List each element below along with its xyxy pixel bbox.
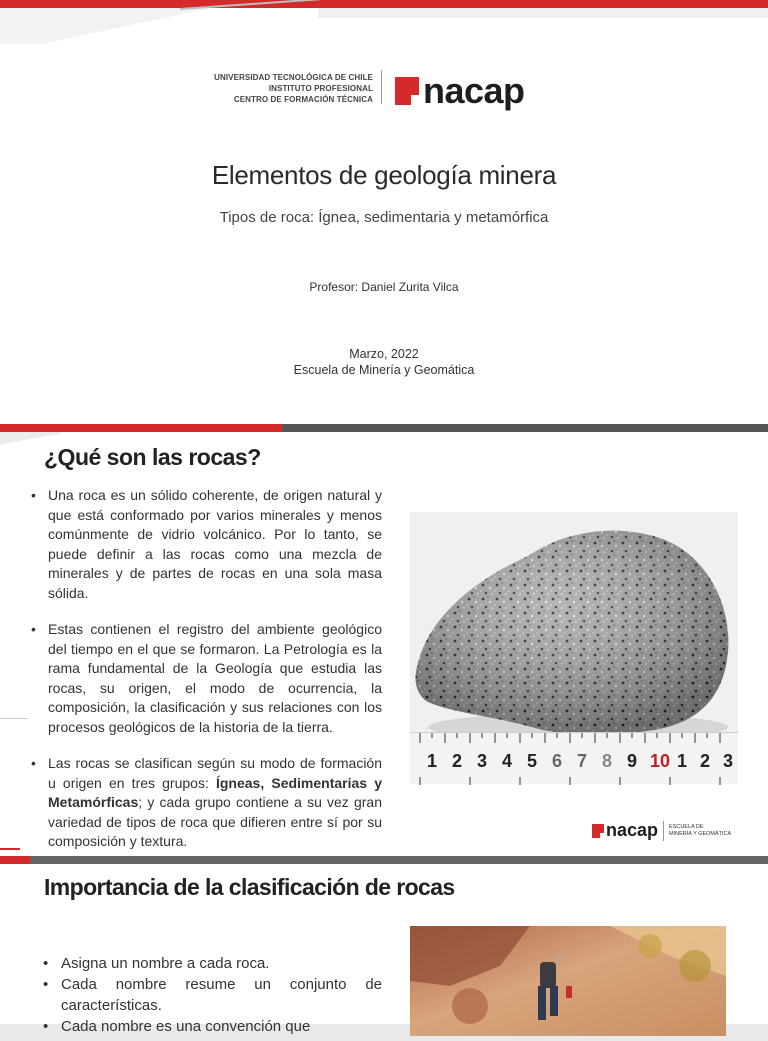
inacap-logo-mark-icon bbox=[592, 824, 604, 838]
institution-line: INSTITUTO PROFESIONAL bbox=[268, 84, 373, 93]
bullet-text: Las rocas se clasifican según su modo de formación u origen en tres grupos: bbox=[48, 755, 382, 791]
bullet-item bbox=[30, 754, 382, 852]
presentation-title: Elementos de geología minera bbox=[211, 160, 557, 190]
bullet-item: • Una roca es un sólido coherente, de origen natural y que está conformado por varios minerales y menos comúnmente de vidrio volcánico. Por lo tanto, se puede definir a las rocas como una mezcla de minerales y de partes de rocas en una sola masa sólida. bbox=[30, 486, 382, 603]
header-grey-bar bbox=[0, 856, 768, 864]
ruler-number: 4 bbox=[501, 751, 513, 771]
bullet-item: • Cada nombre resume un conjunto de características. bbox=[42, 974, 382, 1016]
ruler-number: 9 bbox=[626, 751, 638, 771]
header-red-bar bbox=[0, 424, 282, 432]
ruler-number: 1 bbox=[676, 751, 688, 771]
bullet-item: • Asigna un nombre a cada roca. bbox=[42, 953, 382, 974]
field-geologist-photo bbox=[410, 926, 726, 1036]
top-grey-accent bbox=[0, 8, 210, 44]
classification-importance-slide bbox=[0, 856, 768, 1035]
footer-logo-word: nacap bbox=[606, 820, 659, 840]
professor-name: Profesor: Daniel Zurita Vilca bbox=[309, 280, 459, 294]
presentation-subtitle: Tipos de roca: Ígnea, sedimentaria y metamórfica bbox=[219, 209, 549, 226]
ruler-number: 7 bbox=[576, 751, 588, 771]
institution-line: CENTRO DE FORMACIÓN TÉCNICA bbox=[233, 95, 373, 104]
bullet-text: ; y cada grupo contiene a su vez gran variedad de tipos de roca que difieren entre sí por su composición y textura. bbox=[48, 794, 382, 849]
bullet-item: • Estas contienen el registro del ambiente geológico del tiempo en el que se formaron. La Petrología es la rama fundamental de la Geología que estudia las rocas, su origen, el modo de ocurrencia, la composición, la clasificación y sus relaciones con los procesos geológicos de la historia de la tierra. bbox=[30, 620, 382, 737]
presentation-date: Marzo, 2022 bbox=[349, 347, 419, 361]
title-slide bbox=[0, 0, 768, 424]
footer-school-line: ESCUELA DE bbox=[669, 823, 704, 830]
field-scene-illustration bbox=[410, 926, 726, 1036]
inacap-logo bbox=[395, 72, 525, 110]
footer-school-line: MINERÍA Y GEOMÁTICA bbox=[669, 830, 732, 837]
side-divider bbox=[0, 718, 28, 719]
ruler-number: 10 bbox=[649, 751, 671, 771]
ruler-number: 5 bbox=[526, 751, 538, 771]
top-red-bar bbox=[0, 0, 768, 8]
header-red-bar bbox=[0, 856, 30, 864]
inacap-logo-word: nacap bbox=[423, 70, 525, 111]
top-light-band bbox=[318, 8, 768, 18]
footer-logo-divider bbox=[663, 821, 664, 841]
institution-line: UNIVERSIDAD TECNOLÓGICA DE CHILE bbox=[214, 73, 373, 82]
rocks-definition-slide bbox=[0, 424, 768, 856]
slide-heading: ¿Qué son las rocas? bbox=[44, 444, 261, 470]
ruler-number: 3 bbox=[722, 751, 734, 771]
institution-text bbox=[200, 72, 373, 105]
ruler-number: 6 bbox=[551, 751, 563, 771]
ruler-graphic bbox=[410, 733, 738, 785]
footer-inacap-logo bbox=[592, 820, 731, 841]
bullet-list bbox=[30, 486, 382, 869]
bullet-item: • Cada nombre es una convención que bbox=[42, 1016, 382, 1037]
logo-divider bbox=[381, 70, 382, 104]
ruler-number: 2 bbox=[451, 751, 463, 771]
bullet-bold-text: Ígneas, Sedimentarias y Metamórficas bbox=[48, 774, 382, 810]
measuring-ruler bbox=[410, 732, 738, 784]
date-school-block bbox=[0, 346, 768, 378]
footer-school-text bbox=[669, 824, 731, 838]
ruler-number: 1 bbox=[426, 751, 438, 771]
side-red-mark bbox=[0, 848, 20, 850]
ruler-number: 8 bbox=[601, 751, 613, 771]
school-name: Escuela de Minería y Geomática bbox=[293, 363, 475, 377]
bullet-list bbox=[42, 953, 382, 1037]
inacap-logo-mark-icon bbox=[395, 77, 419, 105]
ruler-number: 2 bbox=[699, 751, 711, 771]
ruler-number: 3 bbox=[476, 751, 488, 771]
header-grey-bar bbox=[282, 424, 768, 432]
slide-heading: Importancia de la clasificación de rocas bbox=[44, 874, 455, 900]
